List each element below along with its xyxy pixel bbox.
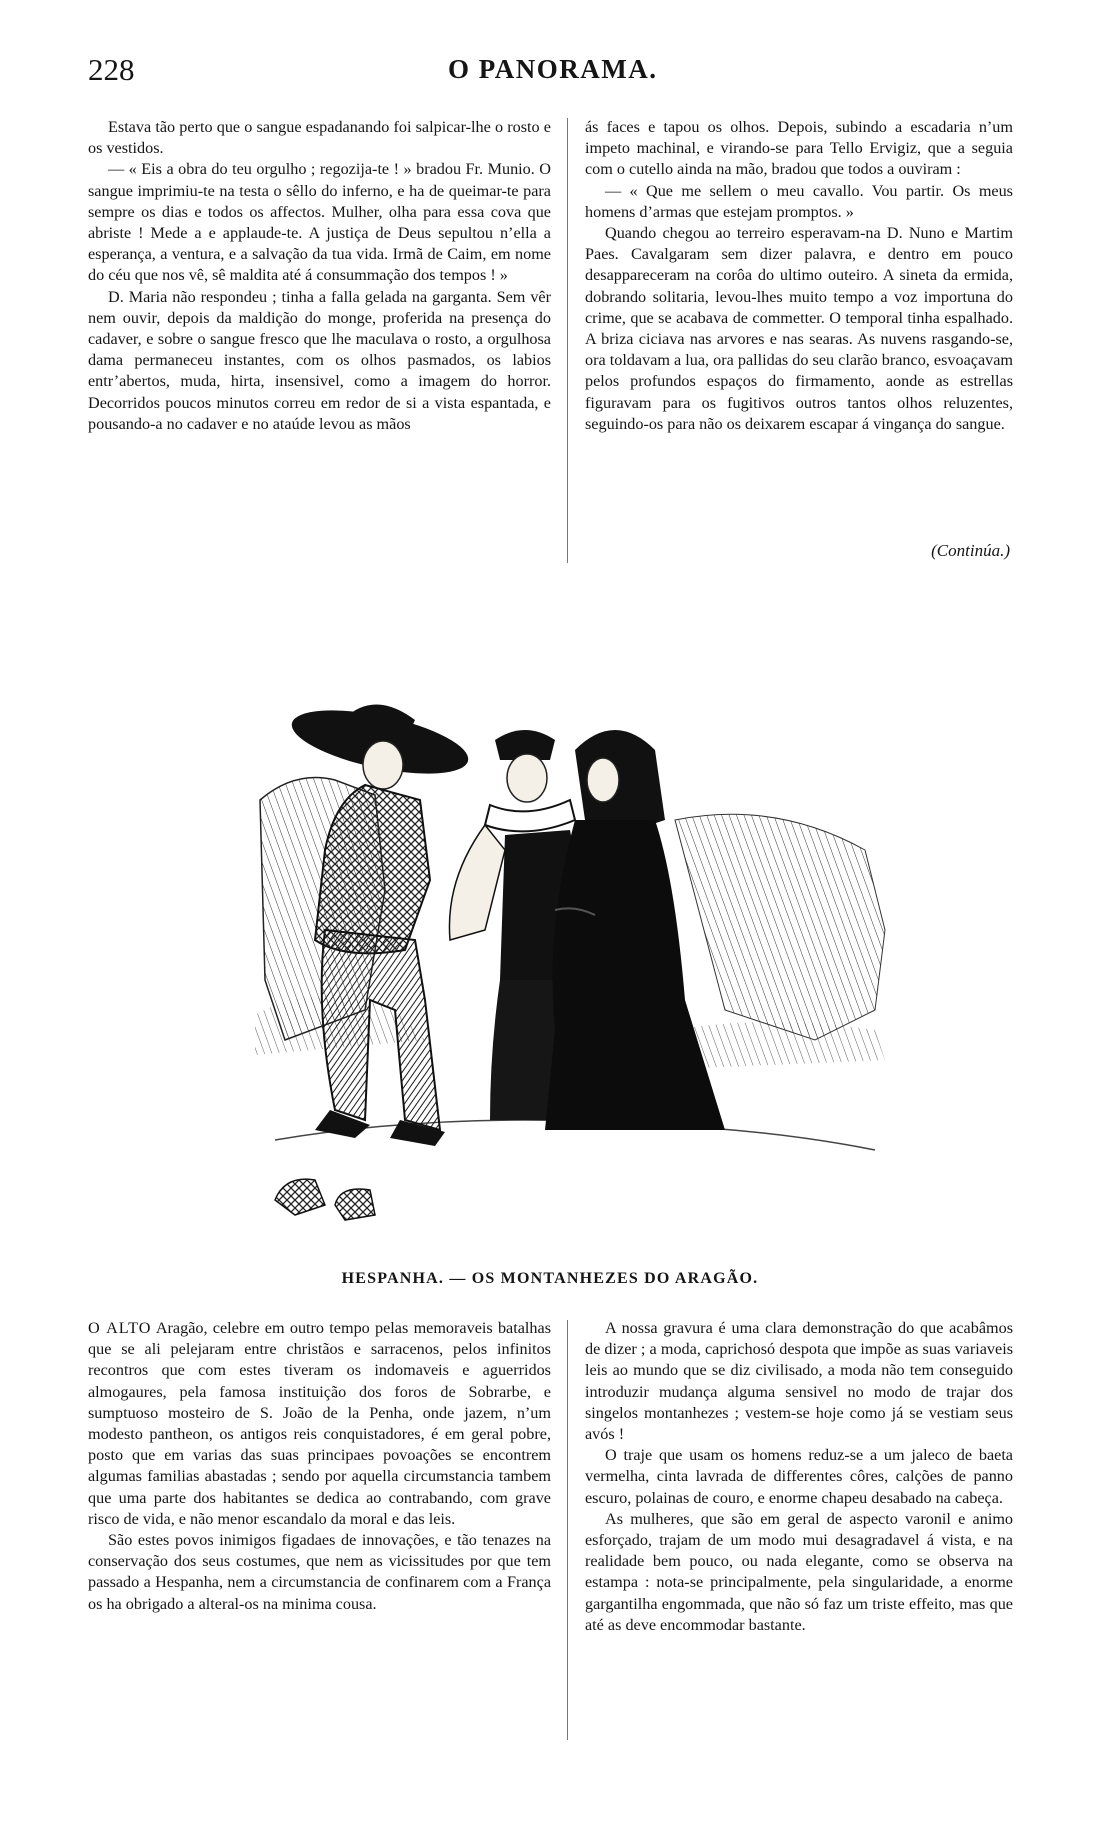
column-divider xyxy=(567,1320,568,1740)
paragraph: Quando chegou ao terreiro esperavam-na D. Nuno e Martim Paes. Cavalgaram sem dizer palavra, e dentro em pouco desappareceram na corôa do ultimo outeiro. A sineta da ermida, dobrando solitaria, levou-lhes muito tempo a voz importuna do crime, que se acabava de commetter. O temporal tinha espalhado. A briza ciciava nas arvores e nas searas. As nuvens rasgando-se, ora toldavam a lua, ora pallidas do seu clarão branco, esvoaçavam pelos profundos espaços do firmamento, aonde as estrellas figuravam para os fugitivos outros tantos olhos reluzentes, seguindo-os para não os deixarem escapar á vingança do sangue. xyxy=(585,224,1013,433)
page-number: 228 xyxy=(88,52,135,87)
paragraph: ás faces e tapou os olhos. Depois, subindo a escadaria n’um impeto machinal, e virando-se para Tello Ervigiz, que a seguia com o cutello ainda na mão, bradou que todos a ouviram : xyxy=(585,118,1013,179)
top-right-column xyxy=(585,117,1013,435)
paragraph: As mulheres, que são em geral de aspecto varonil e animo esforçado, trajam de um modo mui desagradavel á vista, e na realidade bem pouco, ou nada elegante, como se observa na estampa : nota-se principalmente, pela singularidade, a enorme gargantilha engommada, que não só faz um triste effeito, mas que até as deve encommodar bastante. xyxy=(585,1509,1013,1634)
paragraph: D. Maria não respondeu ; tinha a falla gelada na garganta. Sem vêr nem ouvir, depois da maldição do monge, proferida na presença do cadaver, e sobre o sangue fresco que lhe maculava o rosto, a orgulhosa dama permaneceu instantes, com os olhos pasmados, os labios entr’abertos, muda, hirta, insensivel, como a imagem do horror. Decorridos poucos minutos correu em redor de si a vista espantada, e pousando-a no cadaver e no ataúde levou as mãos xyxy=(88,287,551,433)
paragraph: — « Eis a obra do teu orgulho ; regozija-te ! » bradou Fr. Munio. O sangue imprimiu-te na testa o sêllo do inferno, e ha de queimar-te para sempre os dias e todos os affectos. Mulher, olha para essa cova que abriste ! Mede a e applaude-te. A justiça de Deus sepultou n’ella a esperança, a ventura, e a salvação da tua vida. Irmã de Caim, em nome do céu que nos vê, sê maldita até á consummação dos tempos ! » xyxy=(88,160,551,285)
bottom-left-column xyxy=(88,1318,551,1615)
bottom-right-column xyxy=(585,1318,1013,1636)
paragraph: O traje que usam os homens reduz-se a um jaleco de baeta vermelha, cinta lavrada de differentes côres, calções de panno escuro, polainas de couro, e enorme chapeu desabado na cabeça. xyxy=(585,1446,1013,1507)
paragraph-text: Aragão, celebre em outro tempo pelas memoraveis batalhas que se ali pelejaram entre christãos e sarracenos, pelos infinitos recontros que com estes tiveram os indomaveis e aguerridos almogaures, pela famosa instituição dos foros de Sobrarbe, e sumptuoso mosteiro de S. João de la Penha, onde jazem, n’um modesto pantheon, os antigos reis conquistadores, é em geral pobre, posto que em varias das suas principaes povoações se encontrem algumas familias abastadas ; sendo por aquella circumstancia tambem que uma parte dos habitantes se dedica ao contrabando, com grave risco de vida, e não menor escandalo da moral e das leis. xyxy=(88,1319,551,1528)
page-header xyxy=(88,52,1018,102)
paragraph: — « Que me sellem o meu cavallo. Vou partir. Os meus homens d’armas que estejam promptos. » xyxy=(585,181,1013,221)
drop-initial: O ALTO xyxy=(88,1319,152,1337)
hooded-figure xyxy=(545,730,725,1130)
illustration-caption: HESPANHA. — OS MONTANHEZES DO ARAGÃO. xyxy=(341,1270,759,1287)
opening-paragraph xyxy=(88,1318,551,1530)
paragraph: A nossa gravura é uma clara demonstração do que acabâmos de dizer ; a moda, caprichosó despota que impõe as suas variaveis leis ao mundo que se diz civilisado, a moda não tem conseguido introduzir mudança alguma sensivel no modo de trajar dos singelos montanhezes ; vestem-se hoje como já se vestiam seus avós ! xyxy=(585,1319,1013,1444)
journal-title: O PANORAMA. xyxy=(448,54,658,84)
top-left-column xyxy=(88,117,551,435)
engraving-illustration xyxy=(255,680,895,1250)
continued-note: (Continúa.) xyxy=(931,541,1010,560)
paragraph: São estes povos inimigos figadaes de innovações, e tão tenazes na conservação dos seus costumes, que nem as vicissitudes por que tem passado a Hespanha, nem a circumstancia de confinarem com a França os ha obrigado a alteral-os na minima cousa. xyxy=(88,1531,551,1613)
column-divider xyxy=(567,118,568,563)
paragraph: Estava tão perto que o sangue espadanando foi salpicar-lhe o rosto e os vestidos. xyxy=(88,118,551,158)
